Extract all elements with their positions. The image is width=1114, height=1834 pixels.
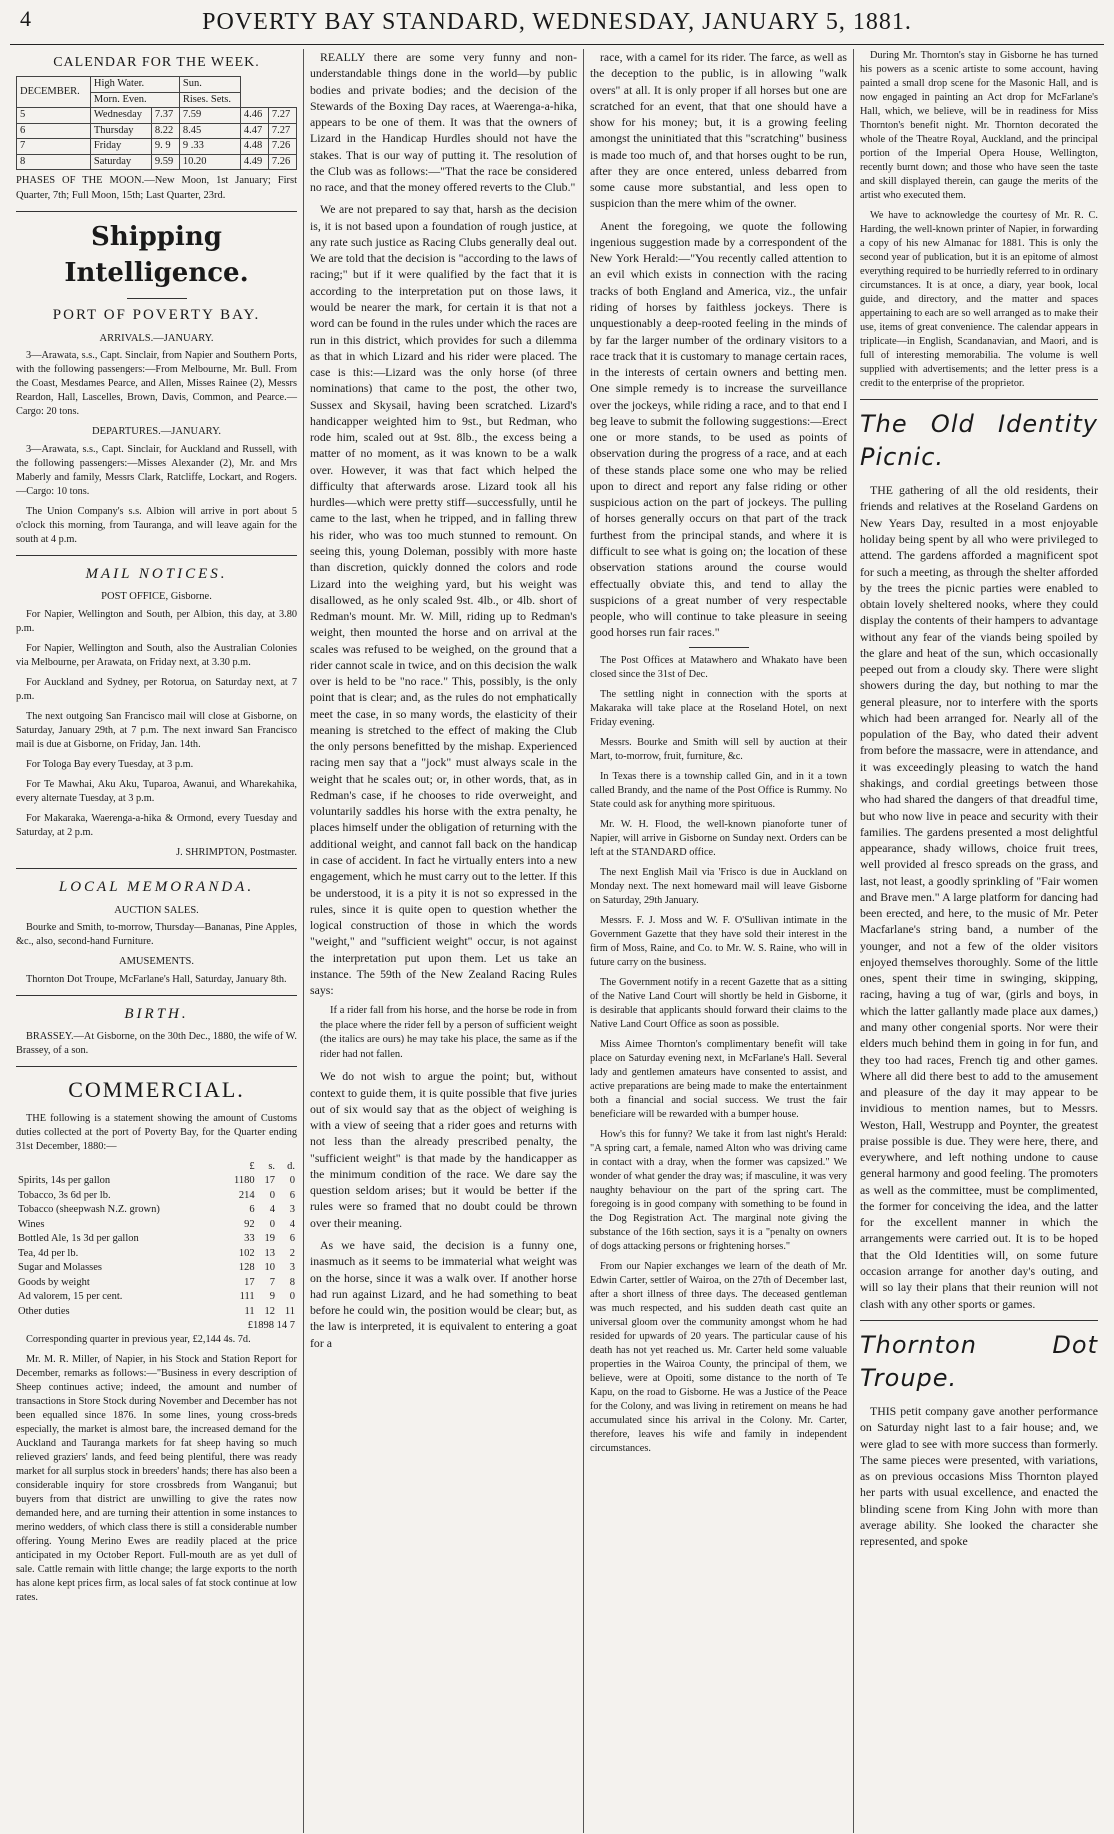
- calendar-row: [17, 123, 297, 138]
- mail-item: For Auckland and Sydney, per Rotorua, on Saturday next, at 7 p.m.: [16, 676, 297, 702]
- duty-shillings: 4: [269, 1204, 276, 1216]
- troupe-heading: Thornton Dot Troupe.: [860, 1330, 1098, 1392]
- mail-item: For Tologa Bay every Tuesday, at 3 p.m.: [26, 758, 194, 770]
- duty-pounds: 92: [244, 1218, 255, 1230]
- news-note: Miss Aimee Thornton's complimentary benefit will take place on Saturday evening next, in McFarlane's Hall. Several lady and gentlemen amateurs have consented to assist, and active preparations are being made to make the entertainment both a financial and social success. We trust the fair beneficiare will be rewarded with a bumper house.: [590, 1038, 847, 1120]
- mail-heading: MAIL NOTICES.: [85, 565, 228, 582]
- post-office: POST OFFICE, Gisborne.: [101, 591, 212, 603]
- column-1: [10, 49, 304, 1833]
- calendar-morn-header: Morn. Even.: [90, 92, 179, 107]
- duty-shillings: 12: [264, 1305, 276, 1317]
- duty-shillings: 13: [264, 1247, 276, 1259]
- calendar-cell-s: 7.27: [268, 123, 296, 138]
- col4-notes: [860, 49, 1098, 391]
- duty-row: [16, 1305, 297, 1319]
- moon-phases: PHASES OF THE MOON.—New Moon, 1st January; First Quarter, 7th; Full Moon, 15th; Last Quarter, 23rd.: [16, 175, 297, 201]
- duty-item: Ad valorem, 15 per cent.: [18, 1291, 123, 1303]
- page-number: 4: [20, 6, 31, 31]
- duty-pence: 6: [289, 1233, 295, 1245]
- duties-total: £1898 14 7: [247, 1320, 295, 1331]
- news-note: The Post Offices at Matawhero and Whakato have been closed since the 31st of Dec.: [590, 654, 847, 680]
- arrivals-heading: ARRIVALS.—JANUARY.: [99, 332, 214, 344]
- col3-p2: Anent the foregoing, we quote the following ingenious suggestion made by a correspondent of the New York Herald:—"You recently called attention to an evil which exists in connection with the racing tracks of both England and America, viz., the unfair riding of horses by faithless jockeys. There is unquestionably a deep-rooted feeling in the minds of by far the larger number of the ordinary visitors to a race track that it is customary to manage certain races, in the interests of certain owners and betting men. One simple remedy is to increase the surveillance over the jockeys, while riding a race, and to that end I beg leave to submit the following suggestions:—Erect one or more stands, to be used as points of observation during the progress of a race, and at each of these stands place some one who may be relied upon to direct and report any false riding or other suspicious action on the part of jockeys. The pulling of horses generally occurs on that part of the track furthest from the principal stands, and where it is difficult to see what is going on; the location of these observation stations around the course would effectually obviate this, and tend to allay the suspicions of a great number of very respectable people, who will continue to take pleasure in seeing good horses run fair races.": [590, 218, 847, 640]
- calendar-cell-r: 4.46: [240, 108, 268, 123]
- shipping-heading: Shipping Intelligence.: [64, 222, 249, 289]
- calendar-rises-header: Rises. Sets.: [179, 92, 240, 107]
- duty-item: Spirits, 14s per gallon: [18, 1175, 111, 1187]
- calendar-cell-d: 8: [17, 154, 91, 169]
- mail-item: The next outgoing San Francisco mail will close at Gisborne, on Saturday, January 29th, at 7 p.m. The next inward San Francisco mail is due at Gisborne, on Friday, Jan. 14th.: [16, 710, 297, 750]
- news-note: From our Napier exchanges we learn of the death of Mr. Edwin Carter, settler of Wairoa, on the 27th of December last, after a short illness of three days. The deceased gentleman was much respected, and his sudden death cast quite an universal gloom over the community amongst whom he had resided for upwards of 20 years. The particular cause of his death has not yet reached us. Mr. Carter held some valuable properties in the Wairoa County, the principal of them, we believe, were at Opoiti, some distance to the north of Te Kapu, on the road to Gisborne. He was a Justice of the Peace for the Colony, and was living in retirement on means he had accumulated since his arrival in the Colony. Mr. Carter, therefore, leaves his wife and family in independent circumstances.: [590, 1260, 847, 1454]
- column-2: [304, 49, 584, 1833]
- duty-item: Other duties: [18, 1305, 70, 1317]
- duty-item: Bottled Ale, 1s 3d per gallon: [18, 1233, 139, 1245]
- newspaper-title: POVERTY BAY STANDARD, WEDNESDAY, JANUARY 5, 1881.: [202, 8, 912, 35]
- duty-pence: 11: [284, 1305, 295, 1317]
- duty-item: Tea, 4d per lb.: [18, 1247, 79, 1259]
- duty-row: [16, 1276, 297, 1290]
- calendar-cell-e: 7.59: [179, 108, 240, 123]
- mail-item: For Napier, Wellington and South, also the Australian Colonies via Melbourne, per Arawata, on Friday next, at 3.30 p.m.: [16, 642, 297, 668]
- picnic-heading: The Old Identity Picnic.: [860, 410, 1098, 472]
- duty-pence: 3: [289, 1204, 295, 1216]
- calendar-cell-day: Wednesday: [90, 108, 151, 123]
- duty-pence: 2: [289, 1247, 295, 1259]
- news-note: Messrs. F. J. Moss and W. F. O'Sullivan intimate in the Government Gazette that they have sold their interest in the firm of Moss, Raine, and Co. to Mr. W. S. Raine, who will in future carry on the business.: [590, 914, 847, 968]
- duty-item: Tobacco, 3s 6d per lb.: [18, 1189, 111, 1201]
- racing-rule-quote: If a rider fall from his horse, and the horse be rode in from the place where the rider fell by a person of sufficient weight (the italics are ours) he may take his place, the same as if the rider had not fallen.: [320, 1005, 577, 1060]
- duty-shillings: 19: [264, 1233, 276, 1245]
- duty-pounds: 102: [238, 1247, 255, 1259]
- amusements-text: Thornton Dot Troupe, McFarlane's Hall, Saturday, January 8th.: [26, 973, 287, 985]
- duties-table: [16, 1160, 297, 1334]
- calendar-cell-m: 7.37: [151, 108, 179, 123]
- birth-heading: BIRTH.: [124, 1005, 189, 1022]
- duty-pounds: 6: [249, 1204, 255, 1216]
- calendar-cell-d: 5: [17, 108, 91, 123]
- duty-pence: 0: [289, 1291, 295, 1303]
- news-note: Messrs. Bourke and Smith will sell by auction at their Mart, to-morrow, fruit, furniture, &c.: [590, 736, 847, 762]
- calendar-high-water-header: High Water.: [90, 77, 179, 92]
- duty-shillings: 0: [269, 1218, 276, 1230]
- calendar-cell-day: Saturday: [90, 154, 151, 169]
- calendar-cell-e: 8.45: [179, 123, 240, 138]
- picnic-text: THE gathering of all the old residents, their friends and relatives at the Roseland Gardens on New Years Day, resulted in a most enjoyable holiday being spent by all who were privileged to attend. The gardens afforded a magnificent spot for such a meeting, as through the shelter afforded by the trees the picnic parties were enabled to obtain lovely sheltered nooks, where they could display the contents of their hampers to advantage without any fear of the viands being spoiled by the glare and heat of the sun, which occasionally peeped out from a cloudy sky. There were slight showers during the day, but nothing to mar the general pleasure, nor to interfere with the sports which had been arranged for. Nearly all of the population of the Bay, who dated their advent from before the massacre, were in attendance, and it was exceedingly pleasing to watch the hand shakings, and cordial greetings between those who had shared the dangers of that dreadful time, but who now live in peace and security with their families. The gardens presented a most delightful appearance, shady willows, choice fruit trees, well provided al fresco spreads on the grass, and last, not least, a goodly sprinkling of "Fair women and Brave men." A large platform for dancing had been erected, and here, to the music of Mr. Peter Macfarlane's string band, a number of the younger, and not a few of the older visitors enjoyed themselves thoroughly. Some of the little ones, spent their time in swinging, skipping, racing, having a tug of war, (girls and boys, in which the latter gallantly made place aux dames,) and many other congenial sports. Nor were their elders much behind them in going in for fun, and they too had races, French tig and other games. Where all did there best to add to the amusement and pleasure of the day it may appear to be invidious to mention names, but to Messrs. Weston, Hall, Westrupp and Poynter, the greatest praise possible is due. They were here, there, and everywhere, and left nothing undone to cause general harmony and good feeling. The promoters as well as the committee, must be complimented, the former for conceiving the idea, and the latter for the excellent manner in which the arrangements were carried out. It is to be hoped that the Old Identities will, on some future occasion arrange for another day's outing, and will so lay their plans that their reunion will not clash with any other sports or games.: [860, 483, 1098, 1311]
- duty-pence: 8: [289, 1276, 295, 1288]
- editorial-p1: REALLY there are some very funny and non-understandable things done in the world—by public bodies and private bodies; and the decision of the Stewards of the Boxing Day races, at Waerenga-a-hika, appears to be one of them. It was that the owners of Lizard in the Handicap Hurdles should not have the stakes. That is our way of putting it. The resolution of the Club was as follows:—"That the race be considered no race, and that the money offered reverts to the Club.": [310, 50, 577, 195]
- masthead: [10, 0, 1104, 45]
- duty-pence: 4: [289, 1218, 295, 1230]
- duty-pounds: 111: [239, 1291, 255, 1303]
- calendar-cell-m: 9.59: [151, 154, 179, 169]
- postmaster-signature: J. SHRIMPTON, Postmaster.: [176, 846, 297, 858]
- duty-pounds: 128: [238, 1262, 255, 1274]
- duty-pounds: 33: [244, 1233, 255, 1245]
- troupe-text: THIS petit company gave another performance on Saturday night last to a fair house; and, we were glad to see with more success than formerly. The same pieces were presented, with variations, as on previous occasions Miss Thornton played her parts with usual excellence, and enacted the blinding scene from King John with more than average ability. She looked the character she represented, and spoke: [860, 1403, 1098, 1549]
- duty-row: [16, 1218, 297, 1232]
- news-note: In Texas there is a township called Gin, and in it a town called Brandy, and the name of the Post Office is Rummy. No State could ask for anything more spirituous.: [590, 770, 847, 810]
- duty-pounds: 214: [238, 1189, 255, 1201]
- mail-item: For Makaraka, Waerenga-a-hika & Ormond, every Tuesday and Saturday, at 2 p.m.: [16, 812, 297, 838]
- departures-text: 3—Arawata, s.s., Capt. Sinclair, for Auckland and Russell, with the following passengers:—Misses Alexander (2), Mr. and Mrs Maberly and family, Messrs Clark, Ratcliffe, Lockart, and Rogers.—Cargo: 10 tons.: [16, 443, 297, 497]
- col-pence: d.: [287, 1160, 295, 1172]
- calendar-sun-header: Sun.: [179, 77, 240, 92]
- calendar-cell-r: 4.47: [240, 123, 268, 138]
- editorial-p4: As we have said, the decision is a funny one, inasmuch as it seems to be immaterial what weight was on the horse, since it was a walk over. If another horse had run against Lizard, and he had something to beat before he could win, the position would be clear; but, as the law is interpreted, it is equivalent to entering a goat for a: [310, 1238, 577, 1350]
- duty-item: Sugar and Molasses: [18, 1262, 102, 1274]
- calendar-cell-m: 8.22: [151, 123, 179, 138]
- duty-pence: 3: [289, 1262, 295, 1274]
- news-note: The Government notify in a recent Gazette that as a sitting of the Native Land Court will shortly be held in Gisborne, it is desirable that applicants should forward their claims to the Native Land Court Office as soon as possible.: [590, 976, 847, 1030]
- duty-shillings: 9: [269, 1291, 276, 1303]
- birth-text: BRASSEY.—At Gisborne, on the 30th Dec., 1880, the wife of W. Brassey, of a son.: [16, 1031, 297, 1057]
- port-heading: PORT OF POVERTY BAY.: [52, 306, 261, 323]
- duty-row: [16, 1290, 297, 1304]
- calendar-cell-e: 9 .33: [179, 139, 240, 154]
- duty-row: [16, 1189, 297, 1203]
- calendar-cell-s: 7.26: [268, 139, 296, 154]
- calendar-heading: CALENDAR FOR THE WEEK.: [53, 55, 260, 70]
- duty-item: Goods by weight: [18, 1276, 90, 1288]
- news-note: The settling night in connection with the sports at Makaraka will take place at the Roseland Hotel, on next Friday evening.: [590, 688, 847, 728]
- auction-text: Bourke and Smith, to-morrow, Thursday—Bananas, Pine Apples, &c., also, second-hand Furniture.: [16, 922, 297, 948]
- mail-items: [16, 608, 297, 840]
- news-note: How's this for funny? We take it from last night's Herald: "A spring cart, a female, named Alton who was driving came in contact with a dray, when the former was capsized." We wonder of what gender the dray was; if masculine, it was very naughty behaviour on the part of the spring cart. The foregoing is in good company with something to be found in the Dog Registration Act. The marginal note giving the substance of the 16th section, says it is a "penalty on owners of dogs attacking persons or frightening horses.": [590, 1128, 847, 1252]
- corresponding-quarter: Corresponding quarter in previous year, £2,144 4s. 7d.: [26, 1334, 251, 1346]
- duty-pounds: 17: [244, 1276, 255, 1288]
- amusements-heading: AMUSEMENTS.: [119, 956, 194, 968]
- calendar-table: [16, 76, 297, 170]
- duty-pence: 6: [289, 1189, 295, 1201]
- calendar-cell-d: 7: [17, 139, 91, 154]
- news-note: Mr. W. H. Flood, the well-known pianoforte tuner of Napier, will arrive in Gisborne on Sunday next. Orders can be left at the STANDARD office.: [590, 818, 847, 858]
- col-shillings: s.: [268, 1160, 276, 1172]
- mail-item: For Te Mawhai, Aku Aku, Tuparoa, Awanui, and Wharekahika, every alternate Tuesday, at 3 p.m.: [16, 778, 297, 804]
- mail-item: For Napier, Wellington and South, per Albion, this day, at 3.80 p.m.: [16, 608, 297, 634]
- calendar-row: [17, 108, 297, 123]
- col-pounds: £: [249, 1160, 255, 1172]
- col3-notes: [590, 654, 847, 1456]
- duty-shillings: 7: [269, 1276, 276, 1288]
- memoranda-heading: LOCAL MEMORANDA.: [58, 878, 255, 895]
- col3-p1: race, with a camel for its rider. The farce, as well as the deception to the public, is in allowing "walk overs" at all. It is only proper if all horses but one are scratched for an event, that that one should have a show for his money; but, it is a growing feeling amongst the uninitiated that this "scratching" business is made too much of, and that horses ought to be run, after they are once entered, unless debarred from some cause more substantial, and less open to suspicion than the mere whim of the owner.: [590, 50, 847, 211]
- calendar-cell-day: Thursday: [90, 123, 151, 138]
- duty-row: [16, 1174, 297, 1188]
- duty-shillings: 0: [269, 1189, 276, 1201]
- calendar-row: [17, 154, 297, 169]
- calendar-cell-s: 7.26: [268, 154, 296, 169]
- auction-heading: AUCTION SALES.: [114, 904, 199, 916]
- news-note: The next English Mail via 'Frisco is due in Auckland on Monday next. The next homeward mail will leave Gisborne on Saturday, 29th January.: [590, 866, 847, 906]
- duty-row: [16, 1261, 297, 1275]
- commercial-heading: COMMERCIAL.: [68, 1077, 245, 1103]
- duty-item: Tobacco (sheepwash N.Z. grown): [18, 1204, 160, 1216]
- arrivals-text: 3—Arawata, s.s., Capt. Sinclair, from Napier and Southern Ports, with the following passengers:—From Melbourne, Mr. Bull. From the Coast, Mesdames Pearce, and Allen, Misses Rainee (2), Messrs Reardon, Hall, Lascelles, Brown, Davis, Common, and Pearce.—Cargo: 20 tons.: [16, 350, 297, 418]
- commercial-intro: THE following is a statement showing the amount of Customs duties collected at the port of Poverty Bay, for the Quarter ending 31st December, 1880:—: [16, 1112, 297, 1152]
- editorial-p2: We are not prepared to say that, harsh as the decision is, it is not based upon a foundation of rough justice, at any rate such justice as Racing Clubs generally deal out. We are told that the decision is "according to the laws of racing;" but if it were qualified by the fact that it is according to the interpretation put on those laws, it would be nearer the mark, for certain it is that not a word can be found in the rules under which the races are run in this district, which provides for such a dilemma as that in which Lizard and his rider were placed. The case is this:—Lizard was the only horse (of three nominations) that came to the post, the other two, Sussex and Skysail, having been scratched. Lizard's handicapper weighted him to 9st., but Redman, who rode him, scaled out at 9st. 8lb., the excess being a matter of no moment, as it was known to be a walk over. However, it was that fact which helped the difficulty that afterwards arose. Lizard took all his hurdles—which were pretty stiff—successfully, until he came to the last, when he tripped, and in falling threw his rider, who was too much stunned to remount. On seeing this, young Doleman, possibly with more haste than discretion, quickly donned the colors and rode Lizard into the weighing yard, but his weight was disallowed, as he only scaled 9st. 4lb., or 4lb. short of Redman's mount. Mr. W. Mill, riding up to Redman's weight, then mounted the horse and on arrival at the scales was refused to be weighed, on the ground that a rider cannot scale in twice, and on this decision the walk over is held to be "no race." This, possibly, is the only point that is clear; and, as the rules do not emphatically meet the case, in so many words, the elasticity of their meaning is stretched to the effect of making the Club the only persons benefitted by the mishap. Experienced racing men say that a "jock" must always scale in the weight that he scales out; or, in other words, that, as in Redman's case, if he chooses to ride overweight, and voluntarily saddles his horse with the extra penalty, he places himself under the obligation of returning with the additional weight, and cannot fall back on the handicap in case of accident. In fact he virtually enters into a new engagement, which he must carry out to the letter. If this be understood, it is a pity it is not so expressed in the rules, since it is quite open to question whether the logical construction of those in which the words "weight," and "sufficient weight" occur, is not against the interpretation put upon them. Let us take an instance. The 59th of the New Zealand Racing Rules says:: [310, 202, 577, 998]
- calendar-cell-r: 4.48: [240, 139, 268, 154]
- calendar-cell-d: 6: [17, 123, 91, 138]
- duty-shillings: 10: [264, 1262, 276, 1274]
- calendar-cell-s: 7.27: [268, 108, 296, 123]
- duty-pounds: 1180: [233, 1175, 255, 1187]
- calendar-month-header: DECEMBER.: [17, 77, 91, 108]
- calendar-cell-e: 10.20: [179, 154, 240, 169]
- calendar-cell-m: 9. 9: [151, 139, 179, 154]
- calendar-row: [17, 139, 297, 154]
- duty-pounds: 11: [244, 1305, 255, 1317]
- editorial-p3: We do not wish to argue the point; but, without context to guide them, it is quite possible that five juries out of six would say that as the object of weighing is with a view of seeing that a rider goes and returns with not less than the already prescribed penalty, the "sufficient weight" is that made by the handicapper as the minimum condition of the race. We dare say the question seldom arises; but it would be better if the rules were so framed that no doubt could be thrown over their meaning.: [310, 1069, 577, 1230]
- duty-pence: 0: [289, 1175, 295, 1187]
- column-4: [854, 49, 1104, 1833]
- duty-row: [16, 1232, 297, 1246]
- miller-report: Mr. M. R. Miller, of Napier, in his Stock and Station Report for December, remarks as follows:—"Business in every description of Sheep continues active; indeed, the amount and number of transactions in Store Stock during November and December has not been equalled since 1876. In some lines, young cross-breds especially, the market is almost bare, the increased demand for the Auckland and Tauranga markets for fat sheep having so much relieved graziers' lands, and feed being plentiful, there was ready market for all surplus stock in breeders' hands; there has also been a considerable inquiry for store crossbreds from Wanganui; but buyers from that district are unwilling to give the rates now demanded here, and are turning their attention in some instances to merino wedders, of which class there is still a considerable number offering. Young Merino Ewes are readily placed at the price anticipated in my October Report. Full-mouth are as yet dull of sale. Cattle remain with little change; the large exports to the north has alone kept prices firm, as local sales of fat stock continue at low rates.: [16, 1354, 297, 1604]
- calendar-cell-r: 4.49: [240, 154, 268, 169]
- calendar-cell-day: Friday: [90, 139, 151, 154]
- news-note: We have to acknowledge the courtesy of Mr. R. C. Harding, the well-known printer of Napier, in forwarding a copy of his new Almanac for 1881. This is only the second year of publication, but it is an epitome of almost everything required to be hurriedly referred to in ordinary circumstances. It is at once, a diary, year book, local guide, and directory, and the matter and spaces appertaining to each are so well arranged as to make their use, items of great convenience. The calendar appears in triplicate—in English, Scandanavian, and Maori, and is full of interesting memorabilia. The volume is well supplied with advertisements; and the letter press is a credit to the enterprise of the proprietor.: [860, 210, 1098, 389]
- duty-item: Wines: [18, 1218, 45, 1230]
- duty-row: [16, 1203, 297, 1217]
- union-notice: The Union Company's s.s. Albion will arrive in port about 5 o'clock this morning, from Tauranga, and will leave again for the south at 4 p.m.: [16, 505, 297, 545]
- column-3: [584, 49, 854, 1833]
- duty-shillings: 17: [264, 1175, 276, 1187]
- news-note: During Mr. Thornton's stay in Gisborne he has turned his powers as a scenic artiste to some account, having painted a small drop scene for the Masonic Hall, and is now engaged in painting an Act drop for McFarlane's Hall, which, we believe, will be in readiness for Miss Thornton's benefit night. Mr. Thornton decorated the whole of the Theatre Royal, Auckland, and the principal portion of the Imperial Opera House, Wellington, recently burnt down; and those who have seen the taste and skill displayed therein, can gauge the merits of the artist who executed them.: [860, 50, 1098, 201]
- departures-heading: DEPARTURES.—JANUARY.: [92, 426, 221, 438]
- duty-row: [16, 1247, 297, 1261]
